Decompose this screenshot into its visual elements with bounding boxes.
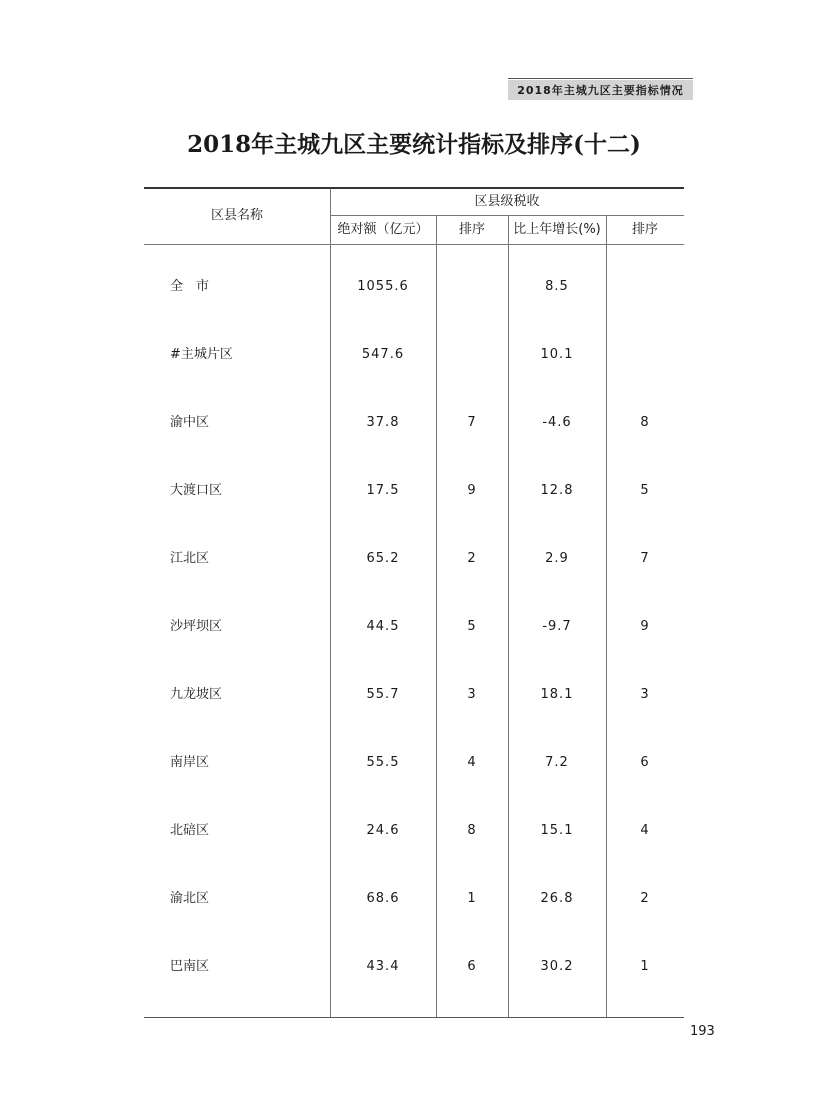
district-name-cell: 渝中区 bbox=[170, 415, 210, 430]
growth-rank-cell: 4 bbox=[640, 823, 650, 838]
table-row bbox=[144, 277, 684, 297]
growth-cell: 7.2 bbox=[545, 755, 569, 770]
col-header-district: 区县名称 bbox=[210, 208, 263, 223]
district-name-cell: 南岸区 bbox=[170, 755, 210, 770]
growth-rank-cell: 2 bbox=[640, 891, 650, 906]
growth-cell: -4.6 bbox=[542, 415, 572, 430]
group-header-tax: 区县级税收 bbox=[474, 194, 540, 209]
table-row bbox=[144, 549, 684, 569]
district-name-cell: 渝北区 bbox=[170, 891, 210, 906]
amount-rank-cell: 2 bbox=[467, 551, 477, 566]
growth-cell: 2.9 bbox=[545, 551, 569, 566]
district-name-cell: 北碚区 bbox=[170, 823, 210, 838]
amount-rank-cell: 8 bbox=[467, 823, 477, 838]
sub-header-amount: 绝对额（亿元） bbox=[337, 222, 429, 237]
amount-rank-cell: 4 bbox=[467, 755, 477, 770]
district-name-cell: 江北区 bbox=[170, 551, 210, 566]
table-top-rule bbox=[144, 187, 684, 189]
amount-cell: 1055.6 bbox=[357, 279, 409, 294]
district-name-cell: #主城片区 bbox=[170, 347, 233, 362]
table-row bbox=[144, 685, 684, 705]
table-row bbox=[144, 957, 684, 977]
amount-cell: 24.6 bbox=[366, 823, 400, 838]
group-header-rule bbox=[330, 215, 684, 216]
growth-rank-cell: 8 bbox=[640, 415, 650, 430]
district-name-cell: 全 市 bbox=[170, 279, 210, 294]
table-row bbox=[144, 889, 684, 909]
growth-rank-cell: 5 bbox=[640, 483, 650, 498]
amount-cell: 43.4 bbox=[366, 959, 400, 974]
district-name-cell: 沙坪坝区 bbox=[170, 619, 223, 634]
district-name-cell: 巴南区 bbox=[170, 959, 210, 974]
table-row bbox=[144, 345, 684, 365]
amount-cell: 37.8 bbox=[366, 415, 400, 430]
page-title: 2018年主城九区主要统计指标及排序(十二) bbox=[187, 131, 641, 158]
amount-rank-cell: 9 bbox=[467, 483, 477, 498]
table-bottom-rule bbox=[144, 1017, 684, 1018]
amount-rank-cell: 6 bbox=[467, 959, 477, 974]
growth-cell: 12.8 bbox=[540, 483, 574, 498]
amount-rank-cell: 3 bbox=[467, 687, 477, 702]
growth-rank-cell: 6 bbox=[640, 755, 650, 770]
amount-rank-cell: 7 bbox=[467, 415, 477, 430]
amount-cell: 65.2 bbox=[366, 551, 400, 566]
running-header-rule bbox=[508, 78, 693, 79]
growth-cell: 18.1 bbox=[540, 687, 574, 702]
amount-cell: 44.5 bbox=[366, 619, 400, 634]
table-row bbox=[144, 617, 684, 637]
growth-cell: 10.1 bbox=[540, 347, 574, 362]
table-row bbox=[144, 481, 684, 501]
page-number: 193 bbox=[690, 1024, 715, 1039]
table-row bbox=[144, 413, 684, 433]
amount-cell: 17.5 bbox=[366, 483, 400, 498]
growth-cell: -9.7 bbox=[542, 619, 572, 634]
district-name-cell: 九龙坡区 bbox=[170, 687, 223, 702]
sub-header-growth: 比上年增长(%) bbox=[513, 222, 601, 237]
table-row bbox=[144, 753, 684, 773]
growth-rank-cell: 1 bbox=[640, 959, 650, 974]
district-name-cell: 大渡口区 bbox=[170, 483, 223, 498]
running-header: 2018年主城九区主要指标情况 bbox=[508, 80, 693, 100]
amount-cell: 55.7 bbox=[366, 687, 400, 702]
sub-header-growth-rank: 排序 bbox=[631, 222, 658, 237]
amount-rank-cell: 1 bbox=[467, 891, 477, 906]
growth-cell: 8.5 bbox=[545, 279, 569, 294]
growth-rank-cell: 7 bbox=[640, 551, 650, 566]
sub-header-rank: 排序 bbox=[458, 222, 485, 237]
growth-cell: 30.2 bbox=[540, 959, 574, 974]
growth-rank-cell: 3 bbox=[640, 687, 650, 702]
amount-rank-cell: 5 bbox=[467, 619, 477, 634]
header-bottom-rule bbox=[144, 244, 684, 245]
amount-cell: 55.5 bbox=[366, 755, 400, 770]
growth-cell: 15.1 bbox=[540, 823, 574, 838]
growth-cell: 26.8 bbox=[540, 891, 574, 906]
growth-rank-cell: 9 bbox=[640, 619, 650, 634]
amount-cell: 547.6 bbox=[361, 347, 405, 362]
amount-cell: 68.6 bbox=[366, 891, 400, 906]
table-row bbox=[144, 821, 684, 841]
